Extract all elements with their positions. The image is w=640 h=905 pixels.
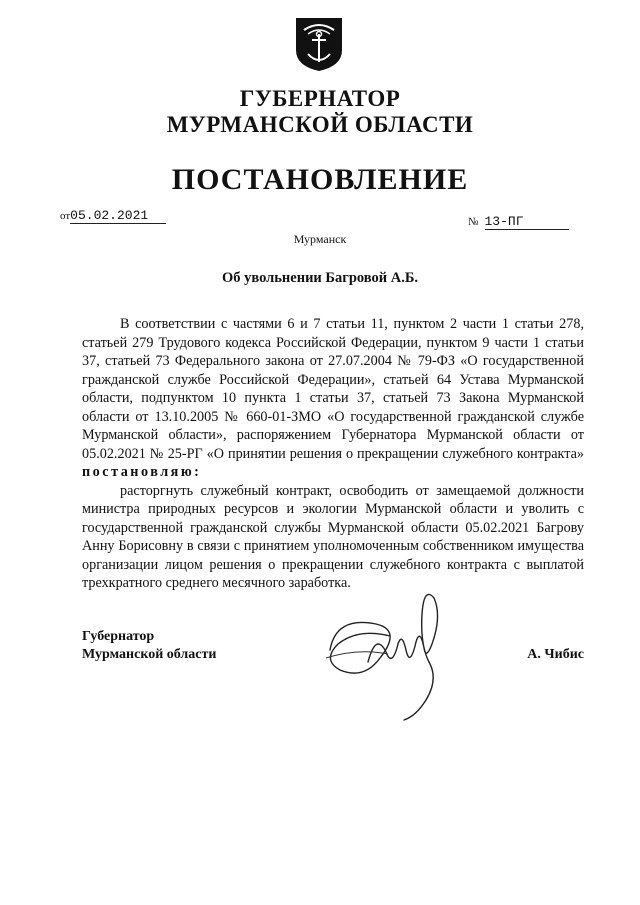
paragraph-1-text: В соответствии с частями 6 и 7 статьи 11, пунктом 2 части 1 статьи 278, статьей 279 Трудового кодекса Российской Федерации, пунктом 9 части 1 статьи 37, статьей 73 Федерального закона от 27.07.2004 № 79-ФЗ «О государственной гражданской службе Российской Федерации», статьей 64 Устава Мурманской области, подпунктом 10 пункта 1 статьи 37, статьей 73 Закона Мурманской области от 13.10.2005 № 660-01-ЗМО «О государственной гражданской службе Мурманской области», распоряжением Губернатора Мурманской области от 05.02.2021 № 25-РГ «О принятии решения о прекращении служебного контракта» xyxy=(82,316,584,462)
body-paragraph-2: расторгнуть служебный контракт, освободить от замещаемой должности министра природных ресурсов и экологии Мурманской области и уволить с государственной гражданской службы Мурманской области 05.02.2021 Багрову Анну Борисовну в связи с принятием уполномоченным собственником имущества организации лицом решения о прекращении служебного контракта с выплатой трехкратного среднего месячного заработка. xyxy=(82,482,584,591)
document-subject: Об увольнении Багровой А.Б. xyxy=(221,270,419,286)
signatory-name: А. Чибис xyxy=(527,647,584,662)
body-paragraph-1 xyxy=(82,315,584,482)
number-prefix: № xyxy=(468,216,479,228)
date-prefix: от xyxy=(60,210,71,222)
city: Мурманск xyxy=(293,232,347,246)
document-type-title: ПОСТАНОВЛЕНИЕ xyxy=(171,163,469,196)
signatory-position-line1: Губернатор xyxy=(82,629,155,644)
handwritten-signature xyxy=(318,588,468,724)
org-name-line2: МУРМАНСКОЙ ОБЛАСТИ xyxy=(166,112,474,137)
coat-of-arms-icon xyxy=(294,16,344,72)
decree-word: постановляю: xyxy=(82,464,202,480)
document-body xyxy=(82,315,584,593)
date-field xyxy=(60,206,180,224)
number-value: 13-ПГ xyxy=(485,214,569,230)
org-name-line1: ГУБЕРНАТОР xyxy=(239,86,401,111)
date-value: 05.02.2021 xyxy=(70,208,166,224)
number-field xyxy=(468,212,578,230)
signatory-position-line2: Мурманской области xyxy=(82,647,217,662)
